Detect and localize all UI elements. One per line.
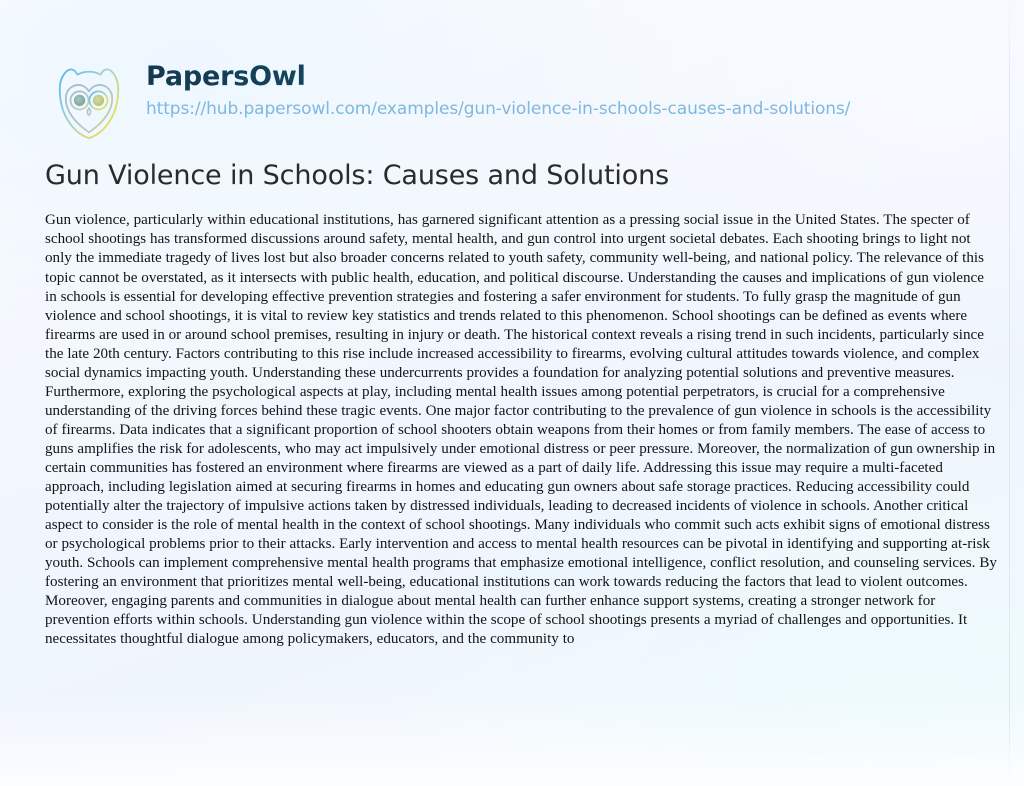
- site-brand-header: [46, 58, 850, 146]
- source-url-link[interactable]: https://hub.papersowl.com/examples/gun-violence-in-schools-causes-and-solutions/: [146, 99, 851, 120]
- page-title: Gun Violence in Schools: Causes and Solutions: [45, 160, 669, 191]
- owl-logo-icon: [46, 60, 132, 146]
- bottom-gradient-overlay: [0, 690, 1024, 786]
- brand-text-block: [146, 58, 850, 119]
- article-body-text: Gun violence, particularly within educational institutions, has garnered significant attention as a pressing social issue in the United States. The specter of school shootings has transformed discussions around safety, mental health, and gun control into urgent societal debates. Each shooting brings to light not only the immediate tragedy of lives lost but also broader concerns related to youth safety, community well-being, and national policy. The relevance of this topic cannot be overstated, as it intersects with public health, education, and political discourse. Understanding the causes and implications of gun violence in schools is essential for developing effective prevention strategies and fostering a safer environment for students. To fully grasp the magnitude of gun violence and school shootings, it is vital to review key statistics and trends related to this phenomenon. School shootings can be defined as events where firearms are used in or around school premises, resulting in injury or death. The historical context reveals a rising trend in such incidents, particularly since the late 20th century. Factors contributing to this rise include increased accessibility to firearms, evolving cultural attitudes towards violence, and complex social dynamics impacting youth. Understanding these undercurrents provides a foundation for analyzing potential solutions and preventive measures. Furthermore, exploring the psychological aspects at play, including mental health issues among potential perpetrators, is crucial for a comprehensive understanding of the driving forces behind these tragic events. One major factor contributing to the prevalence of gun violence in schools is the accessibility of firearms. Data indicates that a significant proportion of school shooters obtain weapons from their homes or from family members. The ease of access to guns amplifies the risk for adolescents, who may act impulsively under emotional distress or peer pressure. Moreover, the normalization of gun ownership in certain communities has fostered an environment where firearms are viewed as a part of daily life. Addressing this issue may require a multi-faceted approach, including legislation aimed at securing firearms in homes and educating gun owners about safe storage practices. Reducing accessibility could potentially alter the trajectory of impulsive actions taken by distressed individuals, leading to decreased incidents of violence in schools. Another critical aspect to consider is the role of mental health in the context of school shootings. Many individuals who commit such acts exhibit signs of emotional distress or psychological problems prior to their attacks. Early intervention and access to mental health resources can be pivotal in identifying and supporting at-risk youth. Schools can implement comprehensive mental health programs that emphasize emotional intelligence, conflict resolution, and counseling services. By fostering an environment that prioritizes mental well-being, educational institutions can work towards reducing the factors that lead to violent outcomes. Moreover, engaging parents and communities in dialogue about mental health can further enhance support systems, creating a stronger network for prevention efforts within schools. Understanding gun violence within the scope of school shootings presents a myriad of challenges and opportunities. It necessitates thoughtful dialogue among policymakers, educators, and the community to: [45, 212, 997, 648]
- brand-name: PapersOwl: [146, 62, 850, 92]
- article-container: [45, 160, 997, 649]
